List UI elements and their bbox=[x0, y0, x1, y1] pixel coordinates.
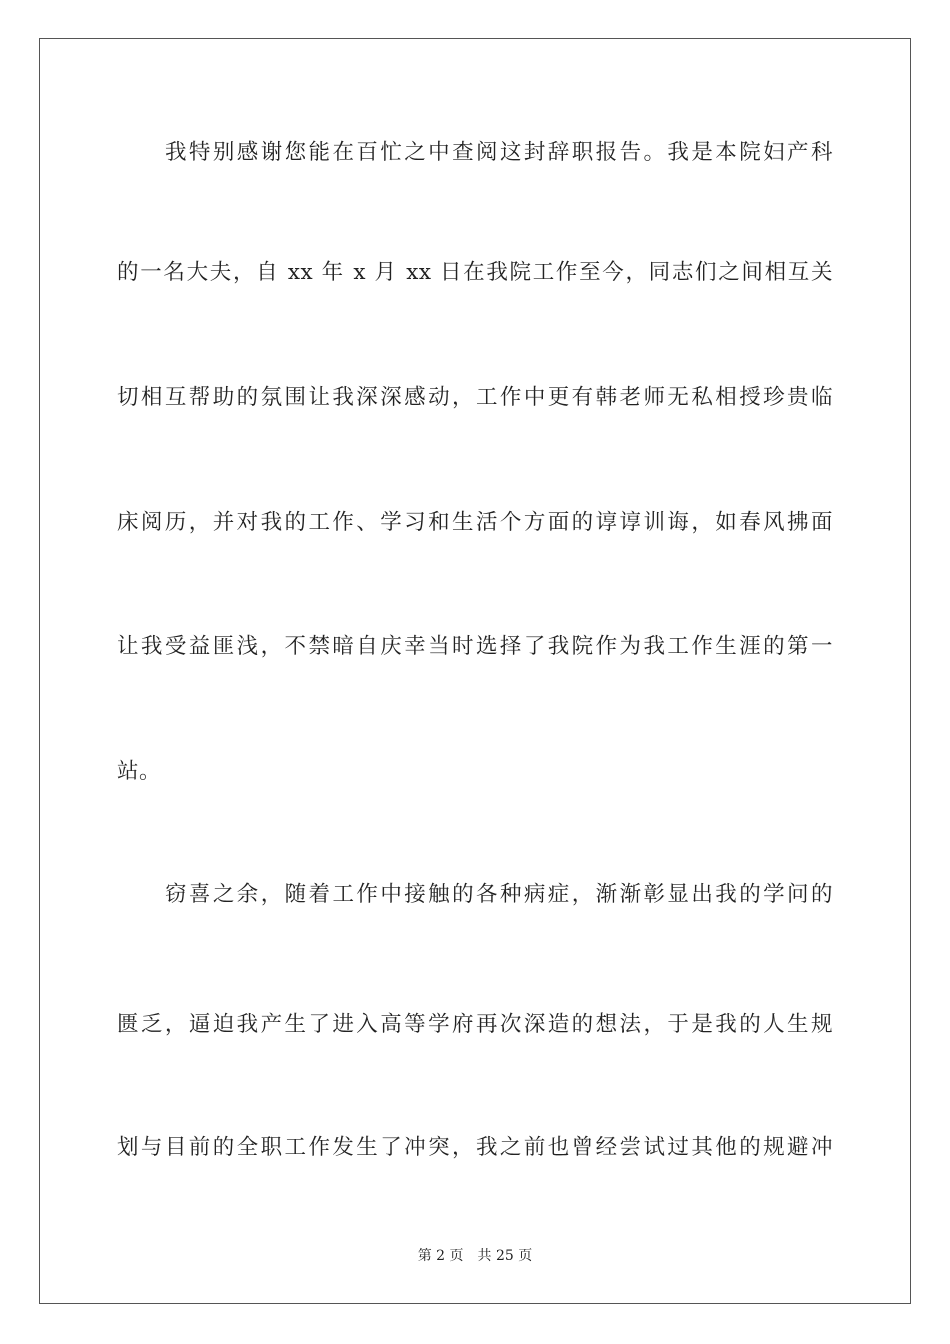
paragraph-2-line-3: 划与目前的全职工作发生了冲突，我之前也曾经尝试过其他的规避冲 bbox=[117, 1135, 833, 1160]
page-border bbox=[39, 38, 911, 1304]
paragraph-1-line-6: 站。 bbox=[117, 759, 162, 784]
page-number: 第 2 页 bbox=[417, 1248, 464, 1264]
page-total: 共 25 页 bbox=[477, 1248, 533, 1264]
page-footer bbox=[0, 1246, 950, 1266]
paragraph-1-line-4: 床阅历，并对我的工作、学习和生活个方面的谆谆训诲，如春风拂面 bbox=[117, 510, 833, 535]
paragraph-2-line-1: 窃喜之余，随着工作中接触的各种病症，渐渐彰显出我的学问的 bbox=[165, 882, 833, 907]
paragraph-1-line-3: 切相互帮助的氛围让我深深感动，工作中更有韩老师无私相授珍贵临 bbox=[117, 385, 833, 410]
paragraph-2-line-2: 匮乏，逼迫我产生了进入高等学府再次深造的想法，于是我的人生规 bbox=[117, 1012, 833, 1037]
paragraph-1-line-2: 的一名大夫，自 xx 年 x 月 xx 日在我院工作至今，同志们之间相互关 bbox=[117, 260, 833, 285]
paragraph-1-line-5: 让我受益匪浅，不禁暗自庆幸当时选择了我院作为我工作生涯的第一 bbox=[117, 634, 833, 659]
paragraph-1-line-1: 我特别感谢您能在百忙之中查阅这封辞职报告。我是本院妇产科 bbox=[165, 140, 833, 165]
